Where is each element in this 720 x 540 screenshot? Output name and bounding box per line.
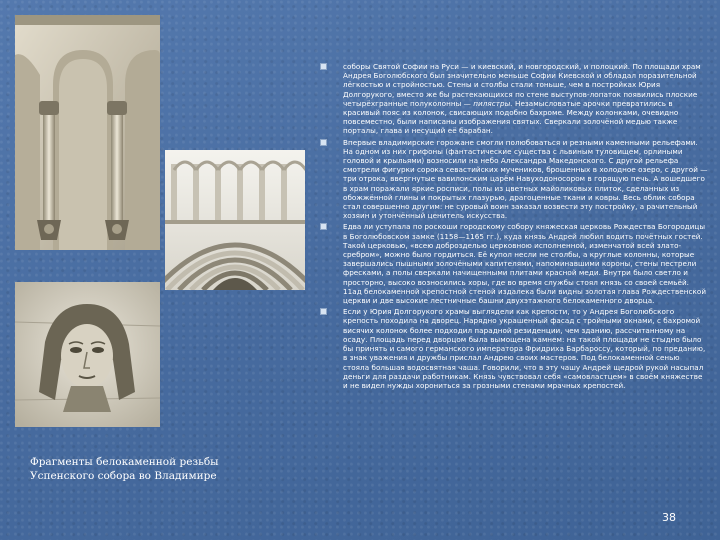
portal-arches-photo [165, 150, 305, 290]
square-bullet-icon [320, 139, 327, 146]
photo-caption: Фрагменты белокаменной резьбы Успенского собора во Владимире [30, 456, 219, 482]
bullet-text: Впервые владимирские горожане смогли полюбоваться и резными каменными рельефами. На одном из них грифоны (фантастические существа с львиным туловищем, орлиными головой и крыльями) возносили на небо Александра Македонского. С другой рельефа смотрели фигурки сорока севастийских мучеников, брошенных в холодное озеро, с другой — три отрока, ввергнутые вавилонским царём Навуходоносором в горящую печь. А вошедшего в храм поражали яркие росписи, полы из цветных майоликовых плиток, сделанных из обожжённой глины и покрытых глазурью, драгоценные ткани и ковры. Весь облик собора стал совершенно другим: не суровый воин заказал возвести эту постройку, а рачительный хозяин и утончённый ценитель искусства. [343, 137, 708, 221]
bullet-list [318, 62, 708, 392]
arcade-relief-photo [15, 15, 160, 250]
bullet-item [318, 222, 708, 305]
square-bullet-icon [320, 308, 327, 315]
bullet-text-continued: Незамысловатые арочки превратились в красивый пояс из колонок, свисающих подобно бахроме. Между колонками, очевидно повсеместно, были написаны изображения святых. Сверкали золочёной медью также порталы, глава и несущий её барабан. [343, 98, 679, 136]
bullet-item [318, 62, 708, 136]
page-number: 38 [662, 511, 676, 524]
bullet-item [318, 307, 708, 390]
bullet-text: соборы Святой Софии на Руси — и киевский, и новгородский, и полоцкий. По площади храм Андрея Боголюбского был значительно меньше Софии Киевской и обладал поразительной лёгкостью и стройностью. Стены и столбы стали тоньше, чем в постройках Юрия Долгорукого, вместо же бы растекающихся по стене выступов-лопаток появились плоские четырёхгранные полуколонны — [343, 62, 701, 108]
square-bullet-icon [320, 223, 327, 230]
bullet-text: Едва ли уступала по роскоши городскому собору княжеская церковь Рождества Богородицы в Боголюбовском замке (1158—1165 гг.), куда князь Андрей любил водить почётных гостей. Такой церковью, «всею доброзделью церковною исполненной, изменчатой всей злато-сребром», можно было гордиться. Её купол несли не столбы, а круглые колонны, которые завершались пышными золочёными капителями, напоминавшими короны, стены пестрели фресками, а полы сверкали начищенными плитами красной меди. Внутри было светло и просторно, высоко возносились хоры, где во время службы стоял князь со своей семьёй. 11ад белокаменной крепостной стеной издалека были видны золотая глава Рождественской церкви и две высокие лестничные башни двухэтажного белокаменного дворца. [343, 222, 707, 306]
bullet-item [318, 138, 708, 221]
square-bullet-icon [320, 63, 327, 70]
bullet-text: Если у Юрия Долгорукого храмы выглядели как крепости, то у Андрея Боголюбского крепость походила на дворец. Нарядно украшенный фасад с тройными окнами, с бахромой висячих колонок более подходил парадной резиденции, чем зданию, рассчитанному на осаду. Площадь перед дворцом была вымощена камнем: на такой площади не стыдно было бы принять и самого германского императора Фридриха Барбароссу, который, по преданию, в знак уважения и дружбы прислал Андрею своих мастеров. Под белокаменной сенью стояла большая водосвятная чаша. Говорили, что в эту чашу Андрей щедрой рукой насыпал деньги для раздачи работникам. Князь чувствовал себя «самовластцем» в своём княжестве и не видел нужды хорониться за грозными стенами мрачных крепостей. [343, 307, 706, 390]
face-relief-photo [15, 282, 160, 427]
bullet-text-emphasis: пилястры. [473, 98, 513, 108]
